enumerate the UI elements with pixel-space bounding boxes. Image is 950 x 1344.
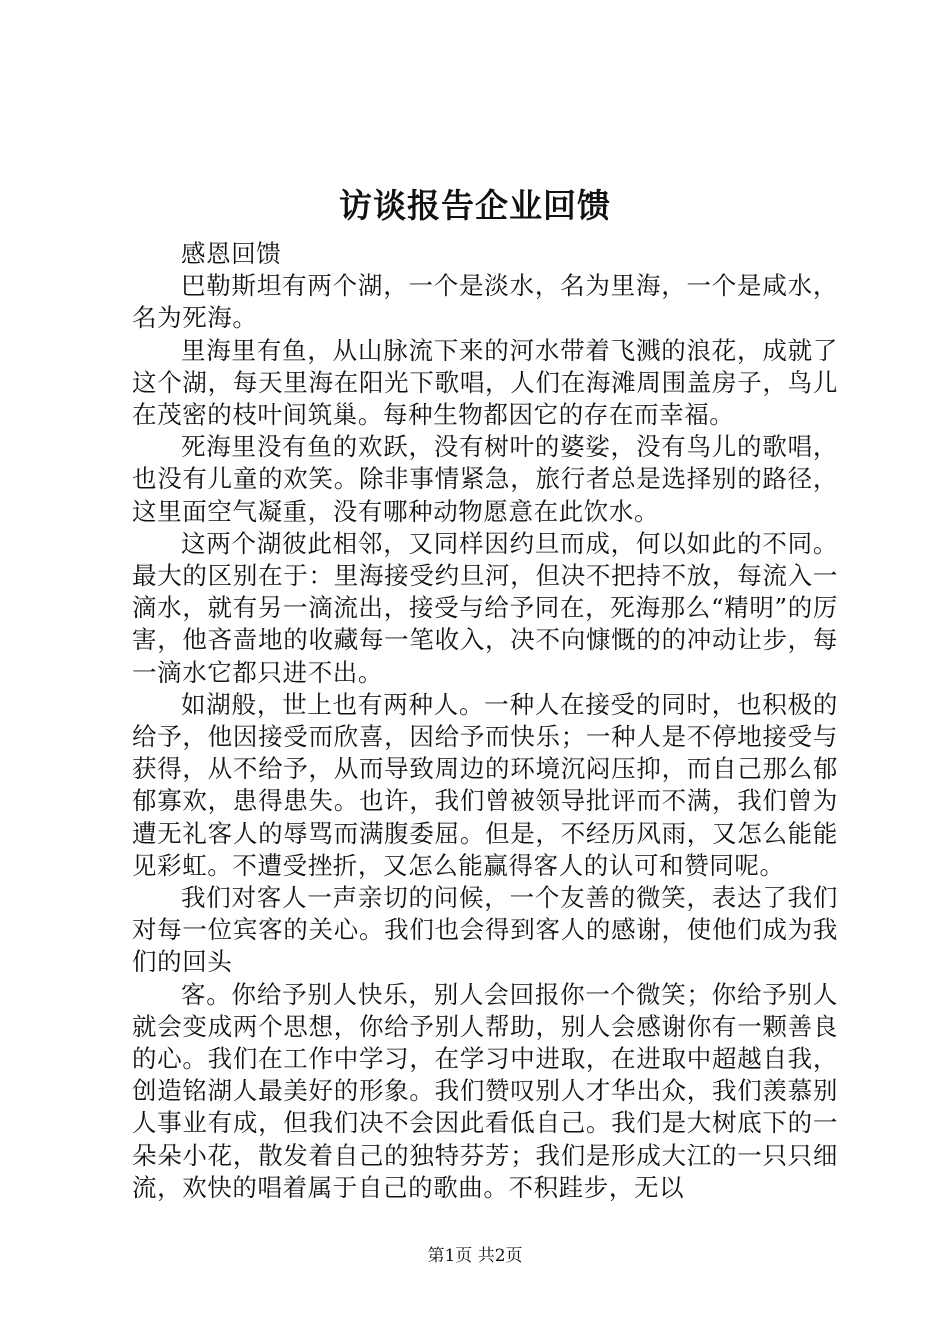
paragraph-heading: 感恩回馈 — [181, 239, 282, 268]
paragraph: 这两个湖彼此相邻，又同样因约旦而成，何以如此的不同。最大的区别在于：里海接受约旦河，但决不把持不放，每流入一滴水，就有另一滴流出，接受与给予同在，死海那么“精明”的厉害，他吝啬地的收藏每一笔收入，决不向慷慨的的冲动让步，每一滴水它都只进不出。 — [132, 528, 838, 687]
paragraph: 里海里有鱼，从山脉流下来的河水带着飞溅的浪花，成就了这个湖，每天里海在阳光下歌唱，人们在海滩周围盖房子，鸟儿在茂密的枝叶间筑巢。每种生物都因它的存在而幸福。 — [132, 335, 838, 430]
paragraph: 巴勒斯坦有两个湖，一个是淡水，名为里海，一个是咸水，名为死海。 — [132, 271, 838, 333]
paragraph: 死海里没有鱼的欢跃，没有树叶的婆娑，没有鸟儿的歌唱，也没有儿童的欢笑。除非事情紧急，旅行者总是选择别的路径，这里面空气凝重，没有哪种动物愿意在此饮水。 — [132, 432, 838, 526]
document-body — [132, 238, 838, 1204]
page-title: 访谈报告企业回馈 — [339, 186, 611, 225]
paragraph: 客。你给予别人快乐，别人会回报你一个微笑；你给予别人就会变成两个思想，你给予别人帮助，别人会感谢你有一颗善良的心。我们在工作中学习，在学习中进取，在进取中超越自我，创造铭湖人最美好的形象。我们赞叹别人才华出众，我们羡慕别人事业有成，但我们决不会因此看低自己。我们是大树底下的一朵朵小花，散发着自己的独特芬芳；我们是形成大江的一只只细流，欢快的唱着属于自己的歌曲。不积跬步，无以 — [132, 979, 838, 1202]
paragraph: 如湖般，世上也有两种人。一种人在接受的同时，也积极的给予，他因接受而欣喜，因给予而快乐；一种人是不停地接受与获得，从不给予，从而导致周边的环境沉闷压抑，而自己那么郁郁寡欢，患得患失。也许，我们曾被领导批评而不满，我们曾为遭无礼客人的辱骂而满腹委屈。但是，不经历风雨，又怎么能能见彩虹。不遭受挫折，又怎么能赢得客人的认可和赞同呢。 — [132, 689, 838, 880]
page-number-footer: 第1页 共2页 — [427, 1246, 523, 1266]
paragraph: 我们对客人一声亲切的问候，一个友善的微笑，表达了我们对每一位宾客的关心。我们也会得到客人的感谢，使他们成为我们的回头 — [132, 883, 838, 977]
